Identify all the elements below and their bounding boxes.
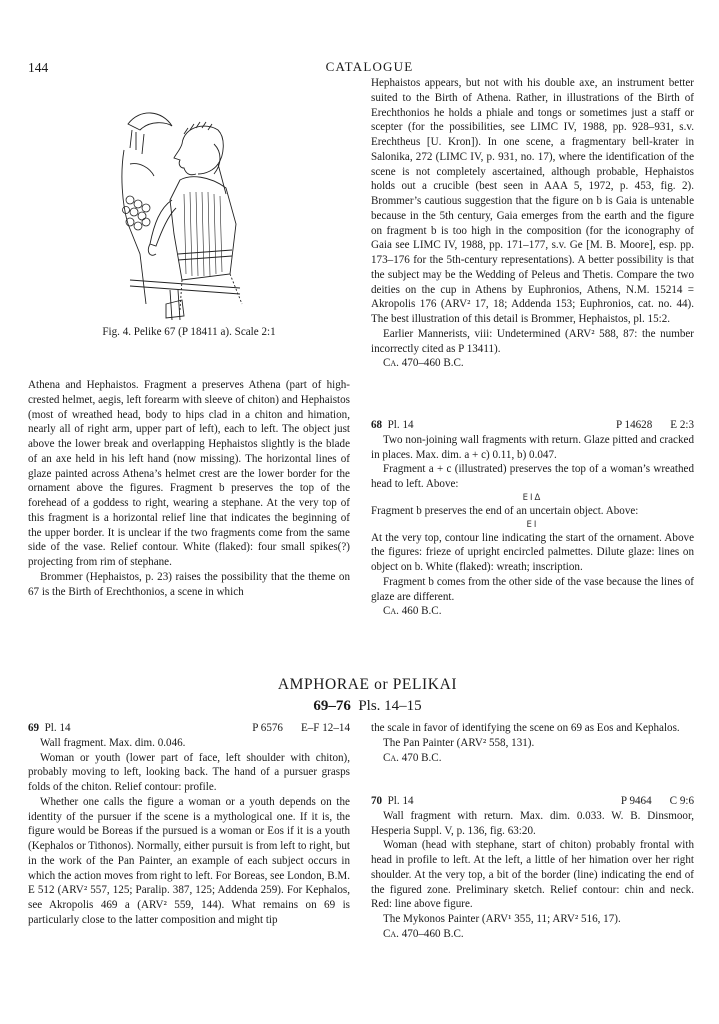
inventory-number: P 6576 [252, 722, 283, 734]
paragraph: Wall fragment. Max. dim. 0.046. [40, 736, 186, 749]
left-column-text [28, 378, 350, 599]
entry-number: 70 [371, 795, 383, 807]
plate-ref: Pl. 14 [44, 722, 71, 734]
date-line: Ca. 470 B.C. [383, 751, 442, 764]
plate-ref: Pl. 14 [387, 419, 414, 431]
entry-number: 69 [28, 722, 40, 734]
entry-70 [371, 794, 694, 942]
inscription: ΕΙΔ [522, 492, 543, 503]
paragraph: Brommer (Hephaistos, p. 23) raises the possibility that the theme on 67 is the Birth of Erechthonios, a scene in which [28, 570, 350, 598]
entry-header [28, 721, 350, 736]
right-column-text [371, 76, 694, 371]
paragraph: Earlier Mannerists, viii: Undetermined (ARV² 588, 87: the number incorrectly cited as P 13411). [371, 327, 694, 355]
entry-header [371, 794, 694, 809]
paragraph: Fragment b comes from the other side of the vase because the lines of glaze are different. [371, 575, 694, 603]
date-line: Ca. 470–460 B.C. [383, 927, 464, 940]
vase-drawing-icon [110, 104, 278, 320]
grid-ref: C 9:6 [669, 795, 694, 807]
paragraph: Woman (head with stephane, start of chiton) probably frontal with head in profile to left. At the left, a little of her himation over her right shoulder. At the very top, a bit of the border (line) indicating the end of the figured zone. Preliminary sketch. Relief contour: chin and neck. Red: line above figure. [371, 839, 694, 911]
date-line: Ca. 460 B.C. [383, 605, 442, 618]
paragraph: Two non-joining wall fragments with return. Glaze pitted and cracked in places. Max. dim. a + c) 0.11, b) 0.047. [371, 433, 694, 461]
entry-68 [371, 418, 694, 619]
entry-69 [28, 721, 350, 928]
inscription: ΕΙ [526, 519, 539, 530]
grid-ref: E 2:3 [670, 419, 694, 431]
painter-attribution: The Mykonos Painter (ARV¹ 355, 11; ARV² 516, 17). [383, 913, 621, 925]
entry-number: 68 [371, 419, 383, 431]
painter-attribution: The Pan Painter (ARV² 558, 131). [383, 736, 535, 749]
inventory-number: P 9464 [620, 795, 652, 807]
plate-ref: Pl. 14 [387, 795, 414, 807]
paragraph: Fragment b preserves the end of an uncertain object. Above: [371, 504, 639, 517]
grid-ref: E–F 12–14 [300, 722, 350, 734]
paragraph: Hephaistos appears, but not with his double axe, an instrument better suited to the Birth of Athena. Rather, in illustrations of the Birth of Erechthonios he holds a phiale and tongs or sometimes just a staff or scepter (for the possibilities, see LIMC IV, 1988, pp. 928–931, s.v. Erechtheus [U. Kron]). In one scene, a fragmentary bell-krater in Salonika, 272 (LIMC IV, p. 931, no. 17), where the identification of the scene is not completely ascertained, although probable, Hephaistos holds out a crucible (best seen in AAA 5, 1972, p. 453, fig. 2). Brommer’s cautious suggestion that the figure on b is Gaia is untenable because in the 5th century, Gaia emerges from the earth and the figure on fragment b is too high in the composition (for the iconography of Gaia see LIMC IV, 1988, pp. 171–177, s.v. Ge [M. B. Moore], esp. pp. 173–176 for the 5th-century representations). A better possibility is that the subject may be the Wedding of Peleus and Thetis. Compare the two deities on the cup in Athens by Euphronios, Athens, N.M. 15214 = Akropolis 176 (ARV² 17, 18; Addenda 153; Euphronios, cat. no. 44). The best illustration of this detail is Brommer, Hephaistos, pl. 15:2. [371, 77, 694, 325]
paragraph: At the very top, contour line indicating the start of the ornament. Above the figures: frieze of upright encircled palmettes. Dilute glaze: lines on object on b. White (flaked): wreath; inscription. [371, 531, 694, 573]
date-line: Ca. 470–460 B.C. [383, 357, 464, 370]
plates-range: Pls. 14–15 [358, 698, 422, 714]
paragraph: the scale in favor of identifying the scene on 69 as Eos and Kephalos. [371, 722, 680, 734]
inventory-number: P 14628 [615, 419, 653, 431]
catalogue-range: 69–76 [313, 698, 351, 714]
entry-header [371, 418, 694, 433]
entry-69-continued [371, 721, 694, 765]
paragraph: Wall fragment with return. Max. dim. 0.033. W. B. Dinsmoor, Hesperia Suppl. V, p. 136, fig. 63:20. [371, 809, 694, 837]
paragraph: Woman or youth (lower part of face, left shoulder with chiton), probably moving to left, looking back. The hand of a pursuer grasps folds of the chiton. Relief contour: profile. [28, 751, 350, 793]
figure-caption: Fig. 4. Pelike 67 (P 18411 a). Scale 2:1 [102, 326, 276, 338]
paragraph: Athena and Hephaistos. Fragment a preserves Athena (part of high-crested helmet, aegis, left forearm with sleeve of chiton) and Hephaistos (most of wreathed head, body to hips clad in a chiton and himation, nearly all of right arm, upper part of left), each to left. The object just above the lower break and overlapping Hephaistos slightly is the blade of an axe held in his left hand (now missing). The horizontal lines of glaze painted across Athena’s helmet crest are the lower border for the ornament above the figures. Fragment b preserves the top of the forehead of a goddess to right, wearing a stephane. At the very top of this fragment is a horizontal relief line that indicates the beginning of the upper border. It is unclear if the two fragments come from the same side of the vase. Relief contour. White (flaked): four small spikes(?) projecting from rim of stephane. [28, 379, 350, 568]
paragraph: Fragment a + c (illustrated) preserves the top of a woman’s wreathed head to left. Above: [371, 463, 694, 490]
page-number: 144 [28, 60, 49, 75]
paragraph: Whether one calls the figure a woman or a youth depends on the identity of the pursuer if the scene is a mythological one. If it is, the figure would be Boreas if the pursued is a woman or Eos if it is a youth (Kephalos or Tithonos). Normally, either pursuit is from left to right, but in the work of the Pan Painter, an example of each subject occurs in which the action moves from right to left. For Boreas, see London, B.M. E 512 (ARV² 557, 125; Paralip. 387, 125; Addenda 259). For Kephalos, see Akropolis 469 a (ARV² 559, 144). What remains on 69 is particularly close to the latter composition and might tip [28, 795, 350, 926]
section-range [0, 698, 719, 715]
section-title: AMPHORAE or PELIKAI [277, 676, 458, 693]
running-head: CATALOGUE [325, 59, 414, 74]
